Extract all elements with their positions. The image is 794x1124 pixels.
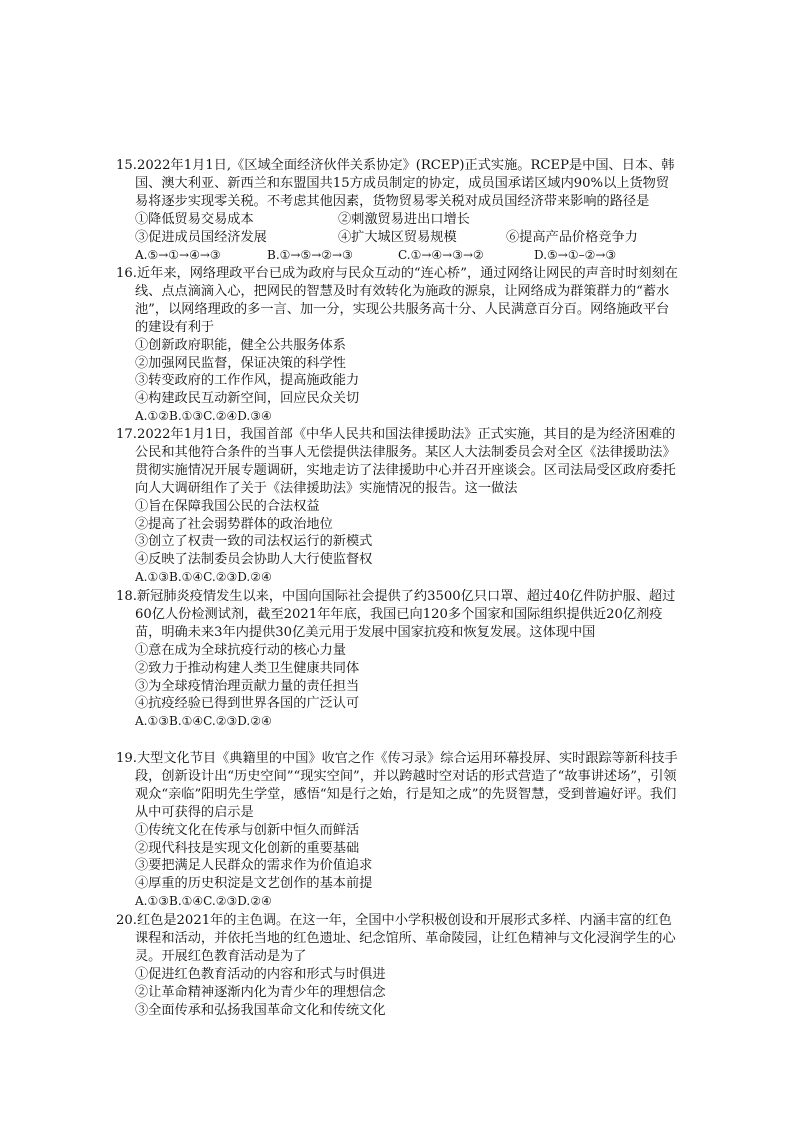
answer-choices: A.①②B.①③C.②④D.③④: [135, 409, 272, 424]
question-stem: [116, 750, 682, 822]
question-text: 新冠肺炎疫情发生以来，中国向国际社会提供了约3500亿只口罩、超过40亿件防护服、超过60亿人份检测试剂，截至2021年年底，我国已向120多个国家和国际组织提供近20亿剂疫苗，明确未来3年内提供30亿美元用于发展中国家抗疫和恢复发展。这体现中国: [135, 589, 676, 640]
question-stem: [116, 588, 682, 642]
question-number: 20.: [116, 913, 137, 928]
question-18: [116, 588, 682, 731]
option-3: ③促进成员国经济发展: [135, 229, 267, 245]
options-grid: [116, 211, 682, 247]
answer-d: D.⑤→①–②→③: [534, 247, 617, 262]
option-3: ③全面传承和弘扬我国革命文化和传统文化: [135, 1002, 386, 1018]
answer-choices: A.①③B.①④C.②③D.②④: [135, 570, 272, 585]
option-3: ③创立了权责一致的司法权运行的新模式: [135, 534, 373, 550]
answer-b: B.①→⑤→②→③: [267, 247, 353, 262]
answer-a: A.⑤→①→④→③: [135, 247, 221, 262]
question-text: 红色是2021年的主色调。在这一年，全国中小学积极创设和开展形式多样、内涵丰富的红色课程和活动，并依托当地的红色遗址、纪念馆所、革命陵园，让红色精神与文化浸润学生的心灵。开展红色教育活动是为了: [135, 913, 676, 964]
option-4: ④构建政民互动新空间，回应民众关切: [135, 391, 360, 407]
question-16: [116, 265, 682, 426]
option-3: ③要把满足人民群众的需求作为价值追求: [135, 858, 373, 874]
option-1: ①降低贸易交易成本: [135, 211, 254, 227]
option-4: ④抗疫经验已得到世界各国的广泛认可: [135, 696, 360, 712]
question-20: [116, 912, 682, 1019]
question-17: [116, 426, 682, 587]
question-stem: [116, 265, 682, 337]
option-2: ②提高了社会弱势群体的政治地位: [135, 516, 333, 532]
option-2: ②加强网民监督，保证决策的科学性: [135, 355, 346, 371]
option-1: ①旨在保障我国公民的合法权益: [135, 498, 320, 514]
option-1: ①传统文化在传承与创新中恒久而鲜活: [135, 822, 360, 838]
option-5: ⑥提高产品价格竞争力: [506, 229, 638, 245]
option-2: ②现代科技是实现文化创新的重要基础: [135, 840, 360, 856]
option-4: ④厚重的历史积淀是文艺创作的基本前提: [135, 876, 373, 892]
question-number: 17.: [116, 427, 137, 442]
question-text: 大型文化节目《典籍里的中国》收官之作《传习录》综合运用环幕投屏、实时跟踪等新科技手段，创新设计出“历史空间”“现实空间”，并以跨越时空对话的形式营造了“故事讲述场”，引领观众“亲临”阳明先生学堂，感悟“知是行之始，行是知之成”的先贤智慧，受到普遍好评。我们从中可获得的启示是: [135, 751, 678, 820]
question-stem: [116, 912, 682, 966]
answer-choices: [116, 247, 682, 265]
option-3: ③为全球疫情治理贡献力量的责任担当: [135, 678, 360, 694]
option-1: ①创新政府职能，健全公共服务体系: [135, 337, 346, 353]
option-2: ②致力于推动构建人类卫生健康共同体: [135, 660, 360, 676]
question-number: 15.: [116, 158, 137, 173]
question-15: [116, 157, 682, 264]
option-4: ④扩大城区贸易规模: [338, 229, 457, 245]
question-stem: [116, 157, 682, 211]
option-2: ②让革命精神逐渐内化为青少年的理想信念: [135, 984, 386, 1000]
question-number: 19.: [116, 751, 137, 766]
option-1: ①意在成为全球抗疫行动的核心力量: [135, 642, 346, 658]
answer-choices: A.①③B.①④C.②③D.②④: [135, 714, 272, 729]
question-number: 18.: [116, 589, 137, 604]
option-2: ②刺激贸易进出口增长: [338, 211, 470, 227]
answer-c: C.①→④→③→②: [398, 247, 484, 262]
option-1: ①促进红色教育活动的内容和形式与时俱进: [135, 966, 386, 982]
answer-choices: A.①③B.①④C.②③D.②④: [135, 894, 272, 909]
option-4: ④反映了法制委员会协助人大行使监督权: [135, 552, 373, 568]
question-number: 16.: [116, 266, 137, 281]
question-text: 2022年1月1日，我国首部《中华人民共和国法律援助法》正式实施，其目的是为经济困难的公民和其他符合条件的当事人无偿提供法律服务。某区人大法制委员会对全区《法律援助法》贯彻实施情况开展专题调研，实地走访了法律援助中心并召开座谈会。区司法局受区政府委托向人大调研组作了关于《法律援助法》实施情况的报告。这一做法: [135, 427, 676, 496]
question-text: 2022年1月1日,《区域全面经济伙伴关系协定》(RCEP)正式实施。RCEP是中国、日本、韩国、澳大利亚、新西兰和东盟国共15方成员制定的协定，成员国承诺区域内90%以上货物贸易将逐步实现零关税。不考虑其他因素，货物贸易零关税对成员国经济带来影响的路径是: [135, 158, 675, 209]
question-stem: [116, 426, 682, 498]
question-text: 近年来，网络理政平台已成为政府与民众互动的“连心桥”，通过网络让网民的声音时时刻刻在线、点点滴滴入心，把网民的智慧及时有效转化为施政的源泉，让网络成为群策群力的“蓄水池”，以网络理政的多一言、加一分，实现公共服务高十分、人民满意百分百。网络施政平台的建设有利于: [135, 266, 678, 335]
option-3: ③转变政府的工作作风，提高施政能力: [135, 373, 360, 389]
question-19: [116, 750, 682, 911]
